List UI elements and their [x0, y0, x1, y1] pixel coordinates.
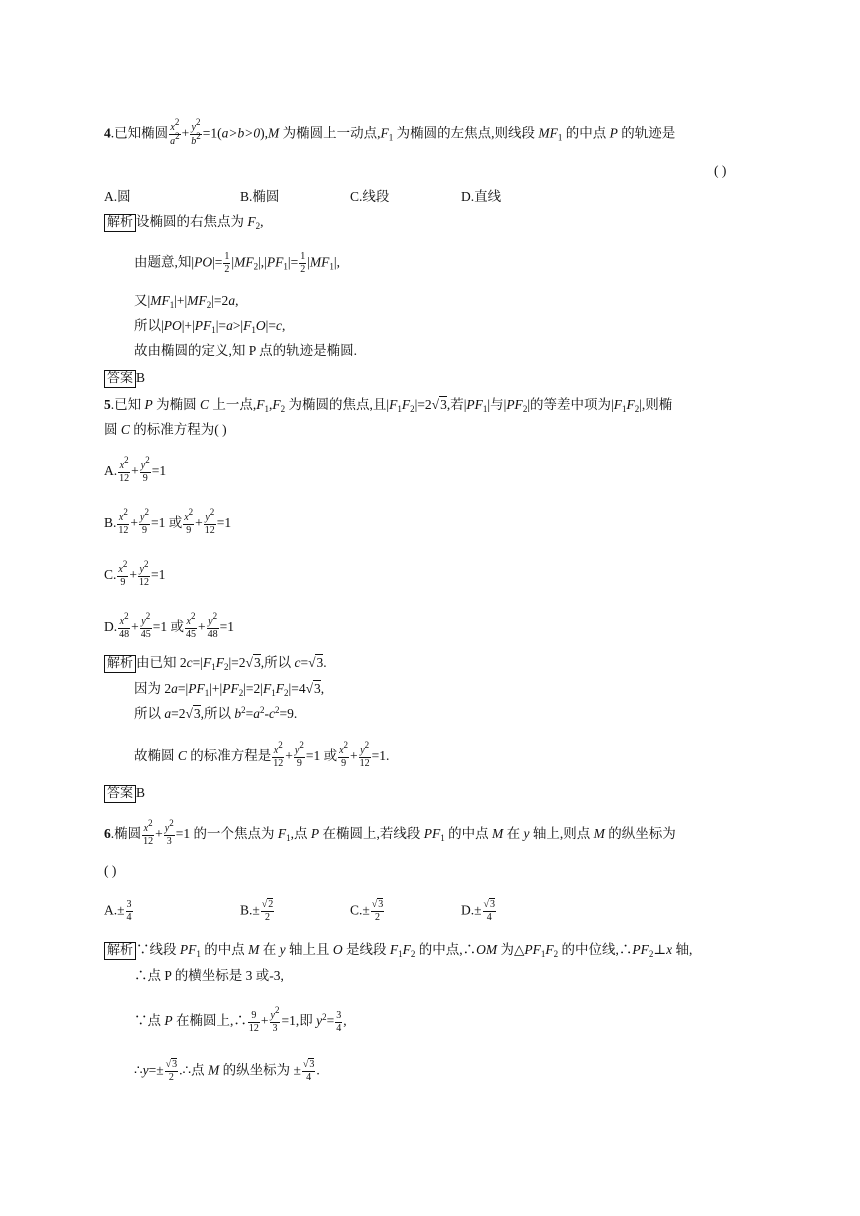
q4-answer-paren: ( ): [714, 163, 727, 178]
q4-answer: [104, 369, 145, 388]
q5-analysis-line4: 故椭圆 C 的标准方程是 $\frac{x^2}{12}$ + $\frac{y^2}{9}$ =1 或 $\frac{x^2}{9}$ + $\frac{y^2}{12}$ =1.: [134, 740, 390, 769]
q4-number: 4: [104, 125, 111, 141]
q5-analysis-line2: 因为 $2a=|PF_1|+|PF_2|=2|F_1F_2|=4√3$,: [134, 681, 325, 698]
q6-analysis-line3: ∵点 P 在椭圆上,∴ $\frac{9}{12}$ + $\frac{y^2}{3}$ =1,即 $y^2=$ $\frac{3}{4}$ ,: [134, 1005, 347, 1034]
q6-option-b: B.± $\frac{√2}{2}$: [240, 899, 274, 923]
q5-option-a: A. $\frac{x^2}{12}$ + $\frac{y^2}{9}$ =1: [104, 455, 167, 484]
q4-analysis-line4: 所以$|PO|+|PF_1|=a>|F_1O|=c$,: [134, 318, 286, 335]
analysis-label: 解析: [104, 214, 136, 232]
q5-answer: [104, 784, 145, 803]
q5-stem-line1: 5.已知 P 为椭圆 C 上一点$,F_1,F_2$ 为椭圆的焦点,且$|F_1F_2|=2√3$,若$|PF_1|$与$|PF_2|$的等差中项为$|F_1F_2|$,则椭: [104, 397, 673, 414]
q5-option-b: B. $\frac{x^2}{12}$ + $\frac{y^2}{9}$ =1 或 $\frac{x^2}{9}$ + $\frac{y^2}{12}$ =1: [104, 507, 232, 536]
q4-option-d: D.直线: [461, 189, 502, 204]
q4-analysis-line5: 故由椭圆的定义,知 P 点的轨迹是椭圆.: [134, 343, 358, 358]
analysis-label: 解析: [104, 655, 136, 673]
q4-stem: 4.已知椭圆 $\frac{x^2}{a^2}$ + $\frac{y^2}{b^2}$ =1(a>b>0),M 为椭圆上一动点$,F_1$ 为椭圆的左焦点,则线段 $MF_1$ 的中点 P 的轨迹是: [104, 117, 676, 147]
q6-answer-paren: ( ): [104, 863, 117, 878]
fraction: $\frac{y^2}{b^2}$: [191, 117, 201, 147]
q5-option-d: D. $\frac{x^2}{48}$ + $\frac{y^2}{45}$ =1 或 $\frac{x^2}{45}$ + $\frac{y^2}{48}$ =1: [104, 611, 234, 640]
q5-number: 5: [104, 397, 111, 412]
q6-number: 6: [104, 826, 111, 842]
q4-answer-value: B: [136, 370, 146, 385]
analysis-label: 解析: [104, 942, 136, 960]
q6-option-d: D.± $\frac{√3}{4}$: [461, 899, 496, 923]
answer-label: 答案: [104, 370, 136, 388]
q5-analysis-line1: 解析 由已知 $2c=|F_1F_2|=2√3$,所以 c=√3.: [104, 654, 327, 673]
q6-analysis-line4: ∴y=± $\frac{√3}{2}$ .∴点 M 的纵坐标为 ± $\frac{√3}{4}$ .: [134, 1059, 320, 1083]
q6-analysis-line2: ∴点 P 的横坐标是 3 或-3,: [134, 968, 284, 983]
q5-answer-value: B: [136, 785, 146, 800]
q4-option-c: C.线段: [350, 189, 390, 204]
q4-analysis-line2: 由题意,知|PO|= $\frac{1}{2}$ $|MF_2|,|PF_1|=$ $\frac{1}{2}$ $|MF_1|$,: [134, 251, 340, 275]
q5-stem-line2: 圆 C 的标准方程为( ): [104, 422, 227, 437]
q6-option-a: A.± $\frac{3}{4}$: [104, 899, 132, 923]
q6-option-c: C.± $\frac{√3}{2}$: [350, 899, 384, 923]
q4-analysis-line1: 解析 设椭圆的右焦点为 $F_2$,: [104, 213, 264, 232]
answer-label: 答案: [104, 785, 136, 803]
q6-options: [104, 900, 524, 930]
q6-stem-line1: 6.椭圆 $\frac{x^2}{12}$ + $\frac{y^2}{3}$ =1 的一个焦点为 $F_1$,点 P 在椭圆上,若线段 $PF_1$ 的中点 M 在 y 轴上,则点 M 的纵坐标为: [104, 818, 676, 847]
q4-option-a: A.圆: [104, 189, 131, 204]
fraction: $\frac{x^2}{a^2}$: [170, 117, 180, 147]
q5-analysis-line3: 所以 a=2√3,所以 $b^2=a^2-c^2=9$.: [134, 705, 298, 721]
q5-option-c: C. $\frac{x^2}{9}$ + $\frac{y^2}{12}$ =1: [104, 559, 166, 588]
q4-analysis-line3: 又$|MF_1|+|MF_2|=2a$,: [134, 293, 239, 310]
q6-analysis-line1: 解析 ∵线段 $PF_1$ 的中点 M 在 y 轴上且 O 是线段 $F_1F_2$ 的中点,∴OM 为$\triangle PF_1F_2$ 的中位线$,\therefore PF_2\perp x$ 轴,: [104, 941, 692, 960]
q4-option-b: B.椭圆: [240, 189, 280, 204]
